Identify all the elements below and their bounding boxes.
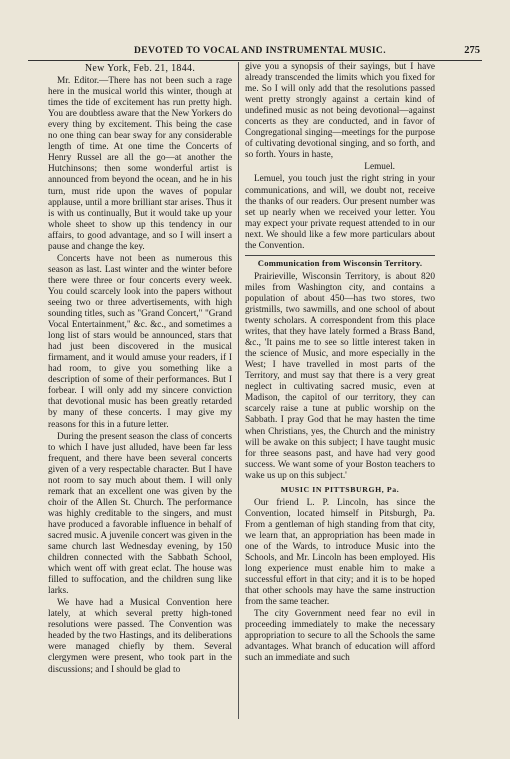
running-title: DEVOTED TO VOCAL AND INSTRUMENTAL MUSIC.: [134, 46, 386, 56]
header-rule: [28, 60, 482, 61]
letter-paragraph: During the present season the class of concerts to which I have just alluded, have been far less frequent, and there have been several concerts given of a very respectable character. But I have not room to say much about them. I will only remark that an excellent one was given by the choir of the Allen St. Church. The performance was highly creditable to the singers, and must have produced a favorable influence in behalf of sacred music. A juvenile concert was given in the same church last Wednesday evening, by 150 children connected with the Sabbath School, which went off with great eclat. The house was filled to suffocation, and the children sung like larks.: [48, 431, 232, 597]
letter-dateline: New York, Feb. 21, 1844.: [84, 63, 196, 74]
editor-reply: Lemuel, you touch just the right string in your communications, and will, we doubt not, receive the thanks of our readers. Our present number was set up nearly when we received your letter. You may expect your private request attended to in our next. We should like a few more particulars about the Convention.: [245, 174, 435, 251]
pittsburgh-paragraph: Our friend L. P. Lincoln, has since the Convention, located himself in Pitsburgh, Pa. From a gentleman of high standing from that city, we learn that, an appropriation has been made in one of the Wards, to introduce Music into the Schools, and Mr. Lincoln has been employed. His long experience must enable him to make a successful effort in that city; and it is to be hoped that other schools may have the same instruction from the same teacher.: [245, 497, 435, 608]
right-column: [245, 62, 435, 723]
section-rule: [245, 255, 435, 256]
wisconsin-paragraph: Prairieville, Wisconsin Territory, is about 820 miles from Washington city, and contains a population of about 450—has two stores, two gristmills, two sawmills, and one school of about twenty scholars. A correspondent from this place writes, that they have lately formed a Brass Band, &c., 'It pains me to see so little interest taken in the science of Music, and more especially in the West; I have travelled in most parts of the Territory, and must say that there is a very great neglect in cultivating sacred music, even at Madison, the capitol of our territory, they can scarcely raise a tune at public worship on the Sabbath. I pray God that he may hasten the time when Christians, yes, the Church and the ministry will be awake on this subject; I have taught music for three seasons past, and have had very good success. We want some of your Boston teachers to wake us up on this subject.': [245, 271, 435, 481]
letter-paragraph: Mr. Editor.—There has not been such a rage here in the musical world this winter, though at times the tide of excitement has run pretty high. You are doubtless aware that the New Yorkers do every thing by excitement. This being the case no one thing can bear sway for any considerable length of time. At one time the Concerts of Henry Russel are all the go—at another the Hutchinsons; then some wonderful artist is announced from beyond the ocean, and he in his turn, must ride upon the waves of popular applause, until a more brilliant star arises. Thus it is with us continually, But it would take up your whole sheet to show up this tendency in our affairs, to good advantage, and so I will insert a pause and change the key.: [48, 76, 232, 252]
pittsburgh-paragraph: The city Government need fear no evil in proceeding immediately to make the necessary appropriation to secure to all the Schools the same advantages. What branch of education will afford such an immediate and such: [245, 609, 435, 664]
column-divider: [238, 62, 239, 719]
letter-paragraph: We have had a Musical Convention here lately, at which several pretty high-toned resolutions were passed. The Convention was headed by the two Hastings, and its deliberations were managed chiefly by them. Several clergymen were present, who took part in the discussions; and I should be glad to: [48, 598, 232, 675]
letter-paragraph: Concerts have not been as numerous this season as last. Last winter and the winter before there were three or four concerts every week. You could scarcely look into the papers without seeing two or three advertisements, with high sounding titles, such as "Grand Concert," "Grand Vocal Entertainment," &c. &c., and sometimes a long list of stars would be announced, stars that had just been discovered in the musical firmament, and it would amuse your readers, if I had room, to give you something like a description of some of their performances. But I forbear. I will only add my sincere conviction that devotional music has been greatly retarded by many of these concerts. I may give my reasons for this in a future letter.: [48, 253, 232, 430]
wisconsin-section-title: Communication from Wisconsin Territory.: [257, 257, 423, 268]
pittsburgh-section-title: MUSIC IN PITTSBURGH, Pa.: [280, 484, 400, 494]
running-head: [30, 46, 480, 60]
letter-signature: Lemuel.: [364, 162, 395, 173]
left-column: [48, 62, 232, 723]
page-number: 275: [464, 45, 480, 56]
letter-continuation: give you a synopsis of their sayings, but I have already transcended the limits which you fixed for me. So I will only add that the resolutions passed went pretty strongly against a certain kind of undefined music as not being devotional—against concerts as they are conducted, and in favor of Congregational singing—meetings for the purpose of cultivating devotional singing, and so forth, and so forth. Yours in haste,: [245, 62, 435, 161]
